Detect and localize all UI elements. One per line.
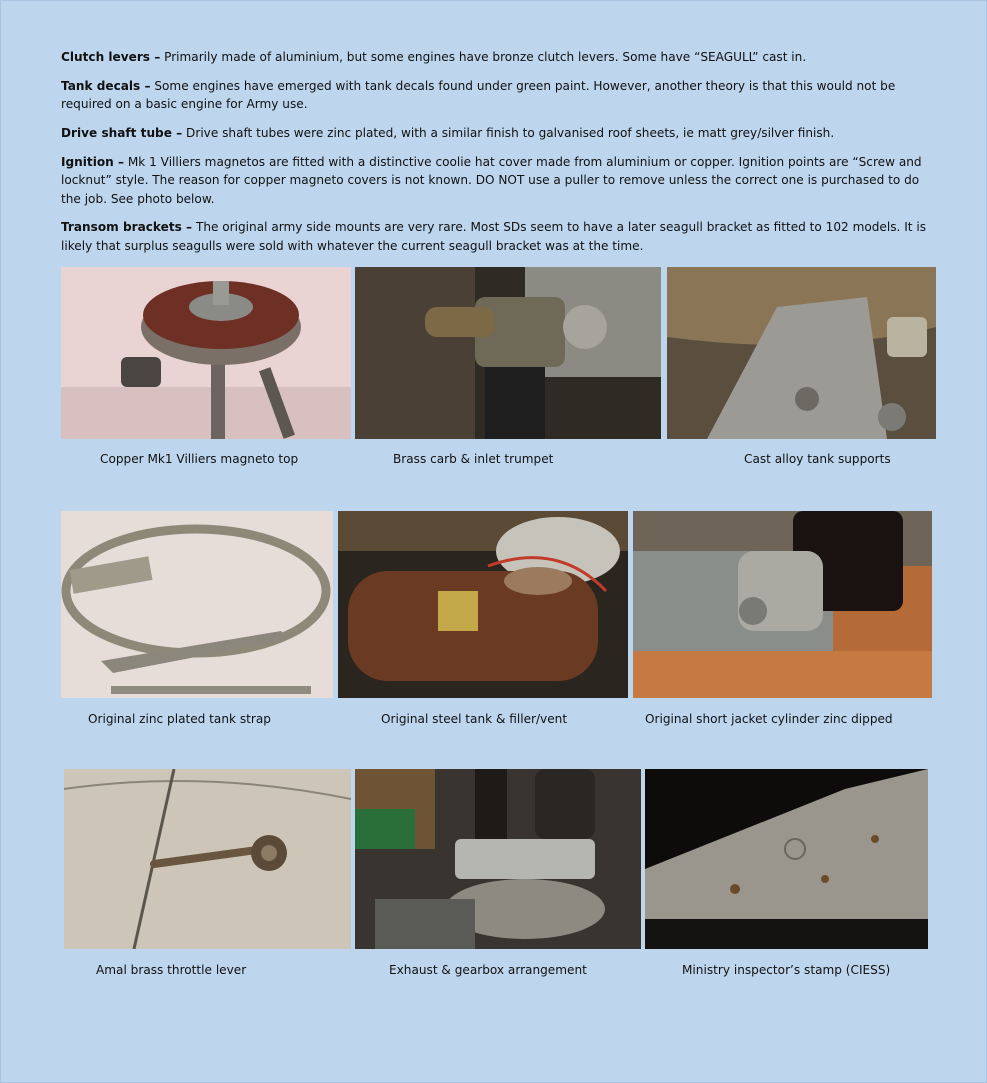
paragraph-tank-decals: [61, 77, 931, 114]
paragraph-body: Mk 1 Villiers magnetos are fitted with a distinctive coolie hat cover made from aluminium or copper. Ignition points are “Screw and locknut” style. The reason for copper magneto covers is not known. DO NOT use a puller to remove unless the correct one is purchased to do the job. See photo below.: [61, 154, 922, 206]
paragraph-body: Some engines have emerged with tank decals found under green paint. However, another theory is that this would not be required on a basic engine for Army use.: [61, 78, 896, 112]
text-body: [61, 48, 931, 266]
photo-magneto-top: [61, 267, 351, 439]
paragraph-heading: Ignition –: [61, 154, 125, 169]
caption-tank-supports: Cast alloy tank supports: [744, 452, 891, 466]
caption-carb: Brass carb & inlet trumpet: [393, 452, 554, 466]
paragraph-heading: Transom brackets –: [61, 220, 193, 235]
paragraph-heading: Drive shaft tube –: [61, 126, 183, 141]
paragraph-heading: Clutch levers –: [61, 50, 161, 64]
paragraph-clutch-levers: [61, 48, 931, 66]
photo-inspector-stamp: [645, 769, 928, 949]
caption-throttle: Amal brass throttle lever: [96, 963, 247, 977]
paragraph-transom-brackets: [61, 218, 931, 255]
paragraph-body: Drive shaft tubes were zinc plated, with a similar finish to galvanised roof sheets, ie matt grey/silver finish.: [182, 126, 835, 141]
caption-steel-tank: Original steel tank & filler/vent: [381, 712, 568, 726]
photo-tank-supports: [667, 267, 936, 439]
paragraph-body: The original army side mounts are very rare. Most SDs seem to have a later seagull bracket as fitted to 102 models. It is likely that surplus seagulls were sold with whatever the current seagull bracket was at the time.: [61, 220, 927, 253]
photo-steel-tank: [338, 511, 628, 698]
photo-exhaust-gearbox: [355, 769, 641, 949]
caption-exhaust: Exhaust & gearbox arrangement: [389, 963, 587, 977]
paragraph-heading: Tank decals –: [61, 78, 151, 93]
caption-magneto: Copper Mk1 Villiers magneto top: [100, 452, 299, 466]
caption-cylinder: Original short jacket cylinder zinc dipped: [645, 712, 893, 726]
caption-stamp: Ministry inspector’s stamp (CIESS): [682, 963, 891, 977]
paragraph-body: Primarily made of aluminium, but some engines have bronze clutch levers. Some have “SEAGULL” cast in.: [160, 50, 807, 64]
caption-tank-strap: Original zinc plated tank strap: [88, 712, 271, 726]
paragraph-drive-shaft-tube: [61, 124, 931, 142]
photo-brass-carb: [355, 267, 661, 439]
photo-tank-strap: [61, 511, 333, 698]
photo-throttle-lever: [64, 769, 351, 949]
paragraph-ignition: [61, 153, 931, 208]
photo-cylinder: [633, 511, 932, 698]
